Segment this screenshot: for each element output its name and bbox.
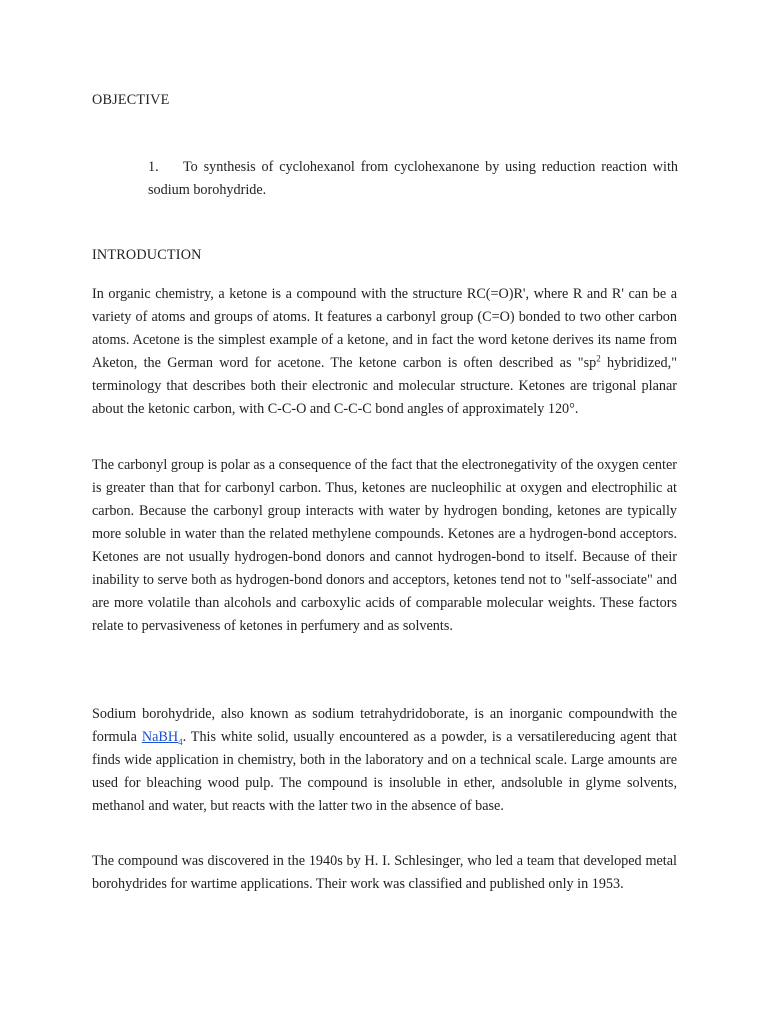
nabh4-link[interactable] [142,729,183,745]
history-paragraph: The compound was discovered in the 1940s by H. I. Schlesinger, who led a team that developed metal borohydrides for wartime applications. Their work was classified and published only in 1953. [92,853,677,892]
carbonyl-paragraph: The carbonyl group is polar as a consequence of the fact that the electronegativity of the oxygen center is greater than that for carbonyl carbon. Thus, ketones are nucleophilic at oxygen and electrophilic at carbon. Because the carbonyl group interacts with water by hydrogen bonding, ketones are typically more soluble in water than the related methylene compounds. Ketones are a hydrogen-bond acceptors. Ketones are not usually hydrogen-bond donors and cannot hydrogen-bond to itself. Because of their inability to serve both as hydrogen-bond donors and acceptors, ketones tend not to "self-associate" and are more volatile than alcohols and carboxylic acids of comparable molecular weights. These factors relate to pervasiveness of ketones in perfumery and as solvents. [92,457,677,634]
ketone-paragraph-text-b: hybridized," terminology that describes both their electronic and molecular structure. Ketones are trigonal planar about the ketonic carbon, with C-C-O and C-C-C bond angles of approximately 120°. [92,355,677,417]
nabh4-subscript: 4 [178,736,183,747]
borohydride-paragraph [92,703,677,818]
objective-item-text: To synthesis of cyclohexanol from cyclohexanone by using reduction reaction with sodium borohydride. [148,159,678,198]
borohydride-paragraph-text-a: Sodium borohydride, also known as sodium tetrahydridoborate, is an inorganic compoundwith the formula [92,706,677,745]
objective-heading: OBJECTIVE [92,92,170,108]
nabh4-link-label: NaBH [141,729,179,745]
sp2-superscript: 2 [596,353,601,364]
introduction-heading: INTRODUCTION [92,247,202,263]
objective-item-number: 1. [148,159,159,175]
borohydride-paragraph-text-b: . This white solid, usually encountered as a powder, is a versatilereducing agent that finds wide application in chemistry, both in the laboratory and on a technical scale. Large amounts are used for bleaching wood pulp. The compound is insoluble in ether, andsoluble in glyme solvents, methanol and water, but reacts with the latter two in the absence of base. [92,729,677,814]
ketone-paragraph-text-a: In organic chemistry, a ketone is a compound with the structure RC(=O)R', where R and R' can be a variety of atoms and groups of atoms. It features a carbonyl group (C=O) bonded to two other carbon atoms. Acetone is the simplest example of a ketone, and in fact the word ketone derives its name from Aketon, the German word for acetone. The ketone carbon is often described as "sp [92,286,677,371]
ketone-paragraph [92,283,677,421]
objective-list-item [148,156,678,201]
